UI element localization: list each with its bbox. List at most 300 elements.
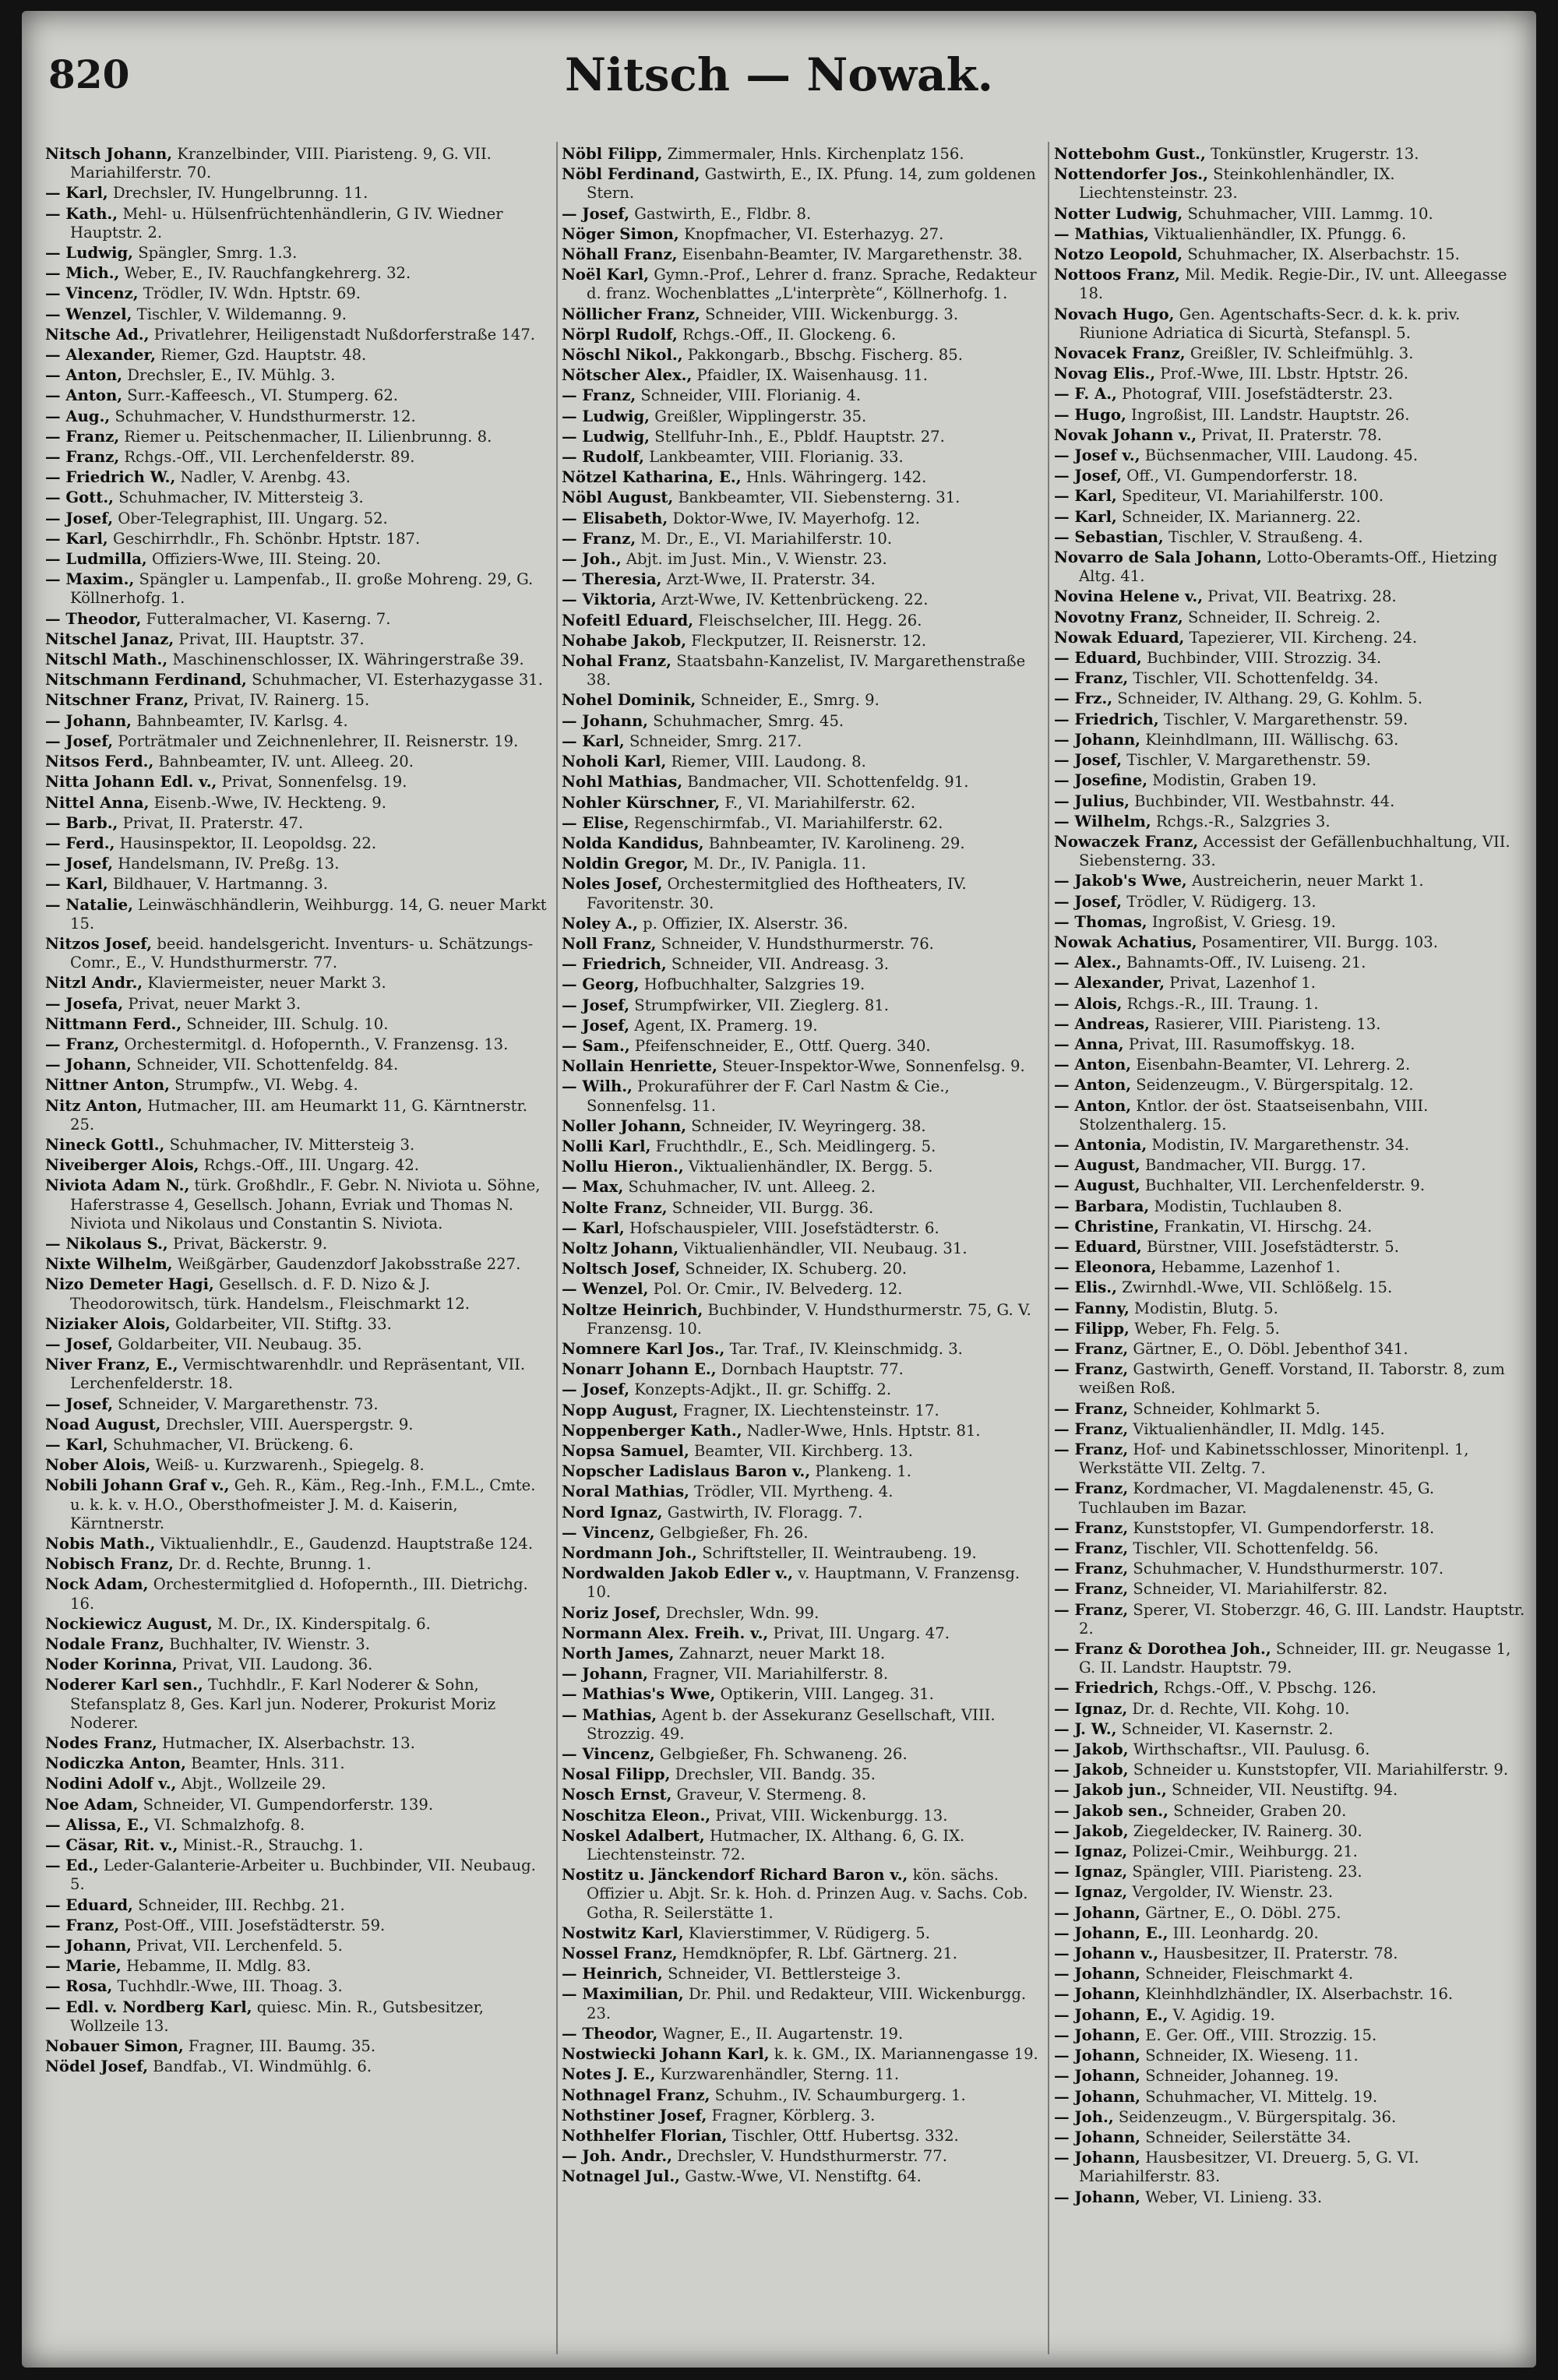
entry-name: — Jakob, <box>1054 1821 1129 1840</box>
entry-details: Knopfmacher, VI. Esterhazyg. 27. <box>679 224 944 243</box>
entry-details: Agent b. der Assekuranz Gesellschaft, VIII. Strozzig. 49. <box>587 1705 996 1743</box>
entry-details: Schneider, IV. Althang. 29, G. Kohlm. 5. <box>1112 689 1423 708</box>
directory-entry <box>562 1239 1043 1258</box>
entry-details: Schneider u. Kunststopfer, VII. Mariahilferstr. 9. <box>1128 1761 1509 1779</box>
entry-details: Arzt-Wwe, IV. Kettenbrückeng. 22. <box>656 591 929 609</box>
entry-name: — Joh., <box>562 550 622 569</box>
directory-entry <box>1054 165 1529 203</box>
entry-details: Riemer, VIII. Laudong. 8. <box>666 753 866 771</box>
entry-details: Wirthschaftsr., VII. Paulusg. 6. <box>1128 1740 1370 1759</box>
entry-details: Schneider, VII. Schottenfeldg. 84. <box>132 1056 399 1074</box>
directory-entry <box>562 1077 1043 1115</box>
entry-name: — Jakob, <box>1054 1740 1129 1759</box>
entry-name: Nostwiecki Johann Karl, <box>562 2045 770 2064</box>
entry-details: türk. Großhdlr., F. Gebr. N. Niviota u. Söhne, Haferstrasse 4, Gesellsch. Johann, Evriak und Thomas N. Niviota und Nikolaus und Constantin S. Niviota. <box>70 1176 541 1232</box>
entry-name: — Barb., <box>45 813 118 832</box>
entry-details: Schuhmacher, VI. Esterhazygasse 31. <box>246 671 543 689</box>
entry-name: — Johann, <box>1054 2149 1141 2167</box>
directory-entry <box>562 773 1043 792</box>
directory-entry <box>562 1564 1043 1602</box>
entry-details: Orchestermitgl. d. Hofopernth., V. Franzensg. 13. <box>119 1035 509 1053</box>
entry-details: Stellfuhr-Inh., E., Pbldf. Hauptstr. 27. <box>649 427 945 446</box>
directory-entry <box>1054 1176 1529 1195</box>
entry-name: — Frz., <box>1054 689 1113 708</box>
entry-details: Fleckputzer, II. Reisnerstr. 12. <box>686 631 927 650</box>
directory-entry <box>562 1945 1043 1963</box>
entry-details: Weiß- u. Kurzwarenh., Spiegelg. 8. <box>150 1456 425 1475</box>
entry-name: — Josef, <box>45 855 114 873</box>
directory-entry <box>45 753 553 771</box>
entry-name: — Johann, <box>45 1056 132 1074</box>
directory-entry <box>562 794 1043 813</box>
directory-entry <box>1054 1601 1529 1638</box>
entry-name: — Marie, <box>45 1957 122 1976</box>
directory-entry <box>45 1035 553 1054</box>
directory-entry <box>562 915 1043 933</box>
directory-entry <box>562 1544 1043 1563</box>
entry-details: Schneider, VII. Burgg. 36. <box>667 1198 874 1217</box>
entry-name: Nitschmann Ferdinand, <box>45 671 247 689</box>
entry-name: Niveiberger Alois, <box>45 1156 199 1175</box>
directory-entry <box>45 488 553 507</box>
entry-details: Hofbuchhalter, Salzgries 19. <box>639 975 865 994</box>
entry-details: Drechsler, IV. Hungelbrunng. 11. <box>108 184 368 203</box>
entry-details: Gelbgießer, Fh. Schwaneng. 26. <box>654 1745 908 1764</box>
directory-entry <box>1054 974 1529 993</box>
entry-details: Schneider, VI. Gumpendorferstr. 139. <box>138 1795 434 1814</box>
directory-entry <box>45 1535 553 1553</box>
directory-entry <box>1054 2026 1529 2045</box>
entry-name: — F. A., <box>1054 385 1117 404</box>
directory-entry <box>562 407 1043 426</box>
entry-details: Goldarbeiter, VII. Neubaug. 35. <box>113 1335 362 1353</box>
entry-details: Tischler, VII. Schottenfeldg. 34. <box>1128 669 1379 688</box>
entry-name: — Thomas, <box>1054 912 1147 931</box>
directory-entry <box>45 651 553 669</box>
entry-details: Schuhmacher, IV. unt. Alleeg. 2. <box>623 1178 876 1197</box>
directory-entry <box>45 386 553 405</box>
directory-entry <box>1054 2188 1529 2207</box>
entry-name: Nosch Ernst, <box>562 1786 672 1804</box>
directory-entry <box>562 386 1043 405</box>
entry-name: — Mathias, <box>1054 224 1150 243</box>
directory-entry <box>1054 1560 1529 1578</box>
directory-entry <box>562 550 1043 569</box>
entry-name: Nohl Mathias, <box>562 773 683 792</box>
entry-details: Steinkohlenhändler, IX. Liechtensteinstr. 23. <box>1079 165 1395 203</box>
directory-entry <box>1054 1781 1529 1800</box>
entry-name: — Josef, <box>562 1016 630 1035</box>
entry-details: Lotto-Oberamts-Off., Hietzing Altg. 41. <box>1079 548 1498 586</box>
entry-name: Noad August, <box>45 1415 161 1433</box>
entry-details: Modistin, Graben 19. <box>1147 771 1317 790</box>
entry-details: Vermischtwarenhdlr. und Repräsentant, VII. Lerchenfelderstr. 18. <box>70 1356 526 1393</box>
directory-entry <box>562 1786 1043 1804</box>
entry-name: — Alois, <box>1054 994 1123 1013</box>
directory-entry <box>562 1985 1043 2022</box>
entry-details: Hutmacher, IX. Alserbachstr. 13. <box>157 1734 415 1753</box>
entry-name: — Alexander, <box>1054 974 1165 993</box>
entry-name: — Josefine, <box>1054 771 1148 790</box>
directory-entry <box>45 1076 553 1095</box>
column-2 <box>562 145 1043 2350</box>
directory-entry <box>562 732 1043 751</box>
directory-entry <box>1054 548 1529 586</box>
entry-details: Kunststopfer, VI. Gumpendorferstr. 18. <box>1128 1518 1435 1537</box>
entry-name: — Elisabeth, <box>562 509 668 527</box>
directory-entry <box>45 1816 553 1835</box>
entry-details: Trödler, V. Rüdigerg. 13. <box>1122 892 1317 911</box>
entry-details: Privat, Bäckerstr. 9. <box>167 1234 328 1253</box>
entry-name: — Johann, <box>45 711 132 730</box>
directory-entry <box>45 550 553 569</box>
entry-details: Offiziers-Wwe, III. Steing. 20. <box>146 550 381 569</box>
directory-entry <box>562 1665 1043 1684</box>
entry-name: Nofeitl Eduard, <box>562 611 694 629</box>
entry-details: Abjt. im Just. Min., V. Wienstr. 23. <box>621 550 887 569</box>
entry-details: Steuer-Inspektor-Wwe, Sonnenfelsg. 9. <box>717 1057 1025 1076</box>
entry-name: Normann Alex. Freih. v., <box>562 1624 769 1642</box>
directory-entry <box>45 712 553 731</box>
entry-details: Schneider, VI. Kasernstr. 2. <box>1116 1719 1334 1738</box>
entry-details: Tischler, Ottf. Hubertsg. 332. <box>727 2126 959 2145</box>
entry-details: Privat, VII. Laudong. 36. <box>177 1655 373 1674</box>
page-number: 820 <box>48 51 130 97</box>
entry-name: — Johann, <box>562 711 649 730</box>
entry-details: Schneider, III. gr. Neugasse 1, G. II. Landstr. Hauptstr. 79. <box>1079 1640 1511 1677</box>
directory-entry <box>562 2065 1043 2084</box>
entry-name: — Ignaz, <box>1054 1883 1128 1902</box>
entry-name: — Ignaz, <box>1054 1842 1128 1861</box>
entry-name: Noltsch Josef, <box>562 1260 681 1278</box>
entry-name: — Jakob's Wwe, <box>1054 872 1187 890</box>
entry-details: Photograf, VIII. Josefstädterstr. 23. <box>1116 385 1394 404</box>
entry-name: Nolli Karl, <box>562 1137 651 1155</box>
directory-entry <box>1054 1360 1529 1398</box>
entry-name: — Johann, <box>1054 1965 1141 1983</box>
entry-details: Fragner, III. Baumg. 35. <box>183 2037 376 2056</box>
directory-page <box>22 11 1536 2368</box>
entry-name: Noschitza Eleon., <box>562 1806 711 1825</box>
entry-details: Spängler u. Lampenfab., II. große Mohreng. 29, G. Köllnerhofg. 1. <box>70 570 534 608</box>
entry-name: Noppenberger Kath., <box>562 1421 742 1440</box>
entry-details: Hausbesitzer, VI. Dreuerg. 5, G. VI. Mariahilferstr. 83. <box>1079 2149 1419 2186</box>
entry-name: Nitsos Ferd., <box>45 753 154 771</box>
directory-entry <box>562 1745 1043 1764</box>
entry-details: Agent, IX. Pramerg. 19. <box>629 1016 818 1035</box>
directory-entry <box>45 570 553 608</box>
entry-name: — Heinrich, <box>562 1965 663 1983</box>
entry-name: — Joh. Andr., <box>562 2147 672 2166</box>
entry-name: — Mathias's Wwe, <box>562 1685 716 1704</box>
entry-name: — Sebastian, <box>1054 527 1164 546</box>
directory-entry <box>562 1965 1043 1983</box>
entry-details: Seidenzeugm., V. Bürgerspitalg. 12. <box>1131 1076 1414 1095</box>
entry-details: Pfeifenschneider, E., Ottf. Querg. 340. <box>629 1036 931 1055</box>
directory-entry <box>1054 1278 1529 1297</box>
directory-entry <box>1054 1035 1529 1054</box>
directory-entry <box>562 305 1043 324</box>
entry-name: Noltz Johann, <box>562 1239 679 1257</box>
directory-entry <box>1054 446 1529 465</box>
entry-details: Tischler, VII. Schottenfeldg. 56. <box>1128 1539 1379 1558</box>
entry-name: Nöger Simon, <box>562 224 679 243</box>
entry-details: Tar. Traf., IV. Kleinschmidg. 3. <box>724 1339 963 1358</box>
directory-entry <box>1054 771 1529 790</box>
directory-entry <box>1054 245 1529 264</box>
entry-details: Geh. R., Käm., Reg.-Inh., F.M.L., Cmte. u. k. k. v. H.O., Obersthofmeister J. M. d. Kaiserin, Kärntnerstr. <box>70 1476 536 1532</box>
entry-name: Nobisch Franz, <box>45 1555 174 1574</box>
directory-entry <box>1054 225 1529 244</box>
entry-details: Schneider, IX. Mariannerg. 22. <box>1116 507 1361 526</box>
entry-name: Nittmann Ferd., <box>45 1014 182 1033</box>
column-rule <box>1048 142 1049 2354</box>
entry-details: Zwirnhdl.-Wwe, VII. Schlößelg. 15. <box>1116 1278 1393 1297</box>
directory-entry <box>1054 649 1529 668</box>
directory-entry <box>562 955 1043 974</box>
directory-entry <box>562 1504 1043 1522</box>
entry-details: Staatsbahn-Kanzelist, IV. Margarethenstraße 38. <box>587 652 1026 689</box>
directory-entry <box>562 1219 1043 1238</box>
entry-name: — Kath., <box>45 204 118 223</box>
entry-details: Pakkongarb., Bbschg. Fischerg. 85. <box>682 346 963 365</box>
entry-name: — Ed., <box>45 1856 99 1875</box>
entry-details: Eisenbahn-Beamter, IV. Margarethenstr. 38. <box>677 245 1023 264</box>
directory-entry <box>45 346 553 365</box>
entry-name: — Julius, <box>1054 792 1130 810</box>
entry-details: Privat, III. Hauptstr. 37. <box>174 629 365 648</box>
entry-name: Nollain Henriette, <box>562 1057 717 1076</box>
entry-name: — Johann, <box>1054 2067 1141 2086</box>
directory-entry <box>562 468 1043 487</box>
directory-entry <box>562 165 1043 203</box>
entry-details: Tischler, V. Wildemanng. 9. <box>132 305 347 323</box>
entry-name: — Filipp, <box>1054 1319 1130 1338</box>
entry-details: Tonkünstler, Krugerstr. 13. <box>1205 145 1419 163</box>
entry-name: Novarro de Sala Johann, <box>1054 548 1262 567</box>
entry-name: — Josefa, <box>45 994 124 1013</box>
entry-details: Klaviermeister, neuer Markt 3. <box>143 974 386 993</box>
entry-name: Noholi Karl, <box>562 753 667 771</box>
directory-entry <box>45 1555 553 1574</box>
directory-entry <box>45 1856 553 1894</box>
entry-details: Tapezierer, VII. Kircheng. 24. <box>1184 628 1418 647</box>
entry-name: Nörpl Rudolf, <box>562 325 678 344</box>
entry-details: Schneider, Smrg. 217. <box>624 732 802 750</box>
entry-name: Noe Adam, <box>45 1795 139 1814</box>
entry-name: Niver Franz, E., <box>45 1356 178 1374</box>
entry-details: M. Dr., IX. Kinderspitalg. 6. <box>212 1614 431 1633</box>
entry-name: — Karl, <box>45 1436 108 1454</box>
directory-entry <box>562 691 1043 710</box>
entry-name: Nordwalden Jakob Edler v., <box>562 1564 794 1583</box>
directory-entry <box>562 1037 1043 1056</box>
directory-entry <box>1054 1136 1529 1155</box>
entry-details: Kntlor. der öst. Staatseisenbahn, VIII. Stolzenthalerg. 15. <box>1079 1096 1429 1134</box>
entry-details: Viktualienhändler, VII. Neubaug. 31. <box>679 1239 968 1257</box>
directory-entry <box>45 1456 553 1475</box>
entry-details: Privat, VIII. Wickenburgg. 13. <box>710 1806 948 1825</box>
directory-entry <box>562 935 1043 954</box>
directory-entry <box>45 1436 553 1454</box>
entry-name: — Johann, E., <box>1054 1923 1168 1942</box>
directory-entry <box>562 834 1043 853</box>
entry-name: Noderer Karl sen., <box>45 1676 203 1694</box>
entry-details: Pol. Or. Cmir., IV. Belvederg. 12. <box>648 1280 903 1299</box>
entry-name: — Anton, <box>1054 1096 1132 1115</box>
entry-name: — Andreas, <box>1054 1014 1150 1033</box>
entry-name: — Eduard, <box>1054 1237 1142 1256</box>
directory-entry <box>45 834 553 853</box>
entry-details: Buchhalter, IV. Wienstr. 3. <box>164 1635 370 1654</box>
directory-entry <box>562 1137 1043 1156</box>
entry-name: North James, <box>562 1645 675 1663</box>
directory-entry <box>45 630 553 649</box>
directory-entry <box>45 448 553 467</box>
entry-details: Gastwirth, E., Fldbr. 8. <box>629 204 812 223</box>
entry-name: Nohabe Jakob, <box>562 631 687 650</box>
entry-details: Büchsenmacher, VIII. Laudong. 45. <box>1140 446 1419 465</box>
entry-name: Nitsch Johann, <box>45 145 173 163</box>
entry-name: — Josef, <box>45 1395 114 1413</box>
directory-entry <box>45 1734 553 1753</box>
entry-details: Doktor-Wwe, IV. Mayerhofg. 12. <box>668 509 920 527</box>
entry-name: — Josef, <box>562 996 630 1014</box>
entry-name: Nohler Kürschner, <box>562 793 721 812</box>
directory-entry <box>45 1255 553 1274</box>
entry-details: Privat, II. Praterstr. 47. <box>118 813 304 832</box>
directory-entry <box>45 1476 553 1533</box>
entry-name: — Ferd., <box>45 834 115 852</box>
directory-entry <box>45 1937 553 1955</box>
directory-entry <box>1054 1904 1529 1923</box>
entry-details: v. Hauptmann, V. Franzensg. 10. <box>587 1564 1020 1602</box>
directory-entry <box>1054 1299 1529 1318</box>
entry-details: Vergolder, IV. Wienstr. 23. <box>1127 1883 1334 1902</box>
entry-details: Tischler, V. Straußeng. 4. <box>1163 527 1363 546</box>
directory-entry <box>562 652 1043 689</box>
entry-details: Seidenzeugm., V. Bürgerspitalg. 36. <box>1113 2107 1397 2126</box>
entry-details: Kranzelbinder, VIII. Piaristeng. 9, G. VII. Mariahilferstr. 70. <box>70 145 492 182</box>
entry-details: Schneider, Johanneg. 19. <box>1140 2067 1339 2086</box>
directory-entry <box>562 1462 1043 1481</box>
directory-entry <box>45 284 553 303</box>
entry-details: Hebamme, II. Mdlg. 83. <box>121 1957 312 1976</box>
directory-entry <box>562 1380 1043 1399</box>
entry-name: — Antonia, <box>1054 1135 1147 1154</box>
directory-entry <box>45 428 553 446</box>
entry-details: Schuhmacher, IV. Mittersteig 3. <box>164 1135 415 1154</box>
directory-entry <box>1054 1640 1529 1677</box>
directory-entry <box>562 2127 1043 2146</box>
directory-entry <box>562 570 1043 589</box>
entry-name: — Johann, <box>1054 2128 1141 2146</box>
entry-name: — Friedrich, <box>1054 1679 1159 1698</box>
entry-details: Schneider, VII. Neustiftg. 94. <box>1166 1781 1398 1800</box>
entry-details: Strumpfwirker, VII. Zieglerg. 81. <box>629 996 889 1014</box>
directory-entry <box>562 1280 1043 1299</box>
entry-details: V. Agidig. 19. <box>1168 2005 1275 2024</box>
entry-name: Nittel Anna, <box>45 793 150 812</box>
entry-details: Buchbinder, VII. Westbahnstr. 44. <box>1129 792 1395 810</box>
entry-details: Pfaidler, IX. Waisenhausg. 11. <box>692 366 928 385</box>
entry-details: Gastwirth, Geneff. Vorstand, II. Taborstr. 8, zum weißen Roß. <box>1079 1360 1505 1398</box>
entry-name: Nowak Achatius, <box>1054 933 1197 951</box>
entry-details: Privatlehrer, Heiligenstadt Nußdorferstraße 147. <box>149 325 536 344</box>
entry-details: Regenschirmfab., VI. Mariahilferstr. 62. <box>629 813 943 832</box>
entry-name: — Friedrich W., <box>45 468 176 487</box>
entry-name: — Johann, <box>1054 1903 1141 1922</box>
directory-entry <box>562 855 1043 873</box>
entry-name: — Franz, <box>1054 1560 1129 1578</box>
entry-name: Nitschner Franz, <box>45 691 189 710</box>
entry-name: Noral Mathias, <box>562 1483 689 1501</box>
entry-name: Novotny Franz, <box>1054 608 1183 626</box>
directory-entry <box>562 1301 1043 1338</box>
entry-name: Nobili Johann Graf v., <box>45 1476 230 1495</box>
directory-entry <box>562 632 1043 651</box>
entry-name: — Johann, <box>1054 730 1141 749</box>
directory-entry <box>1054 1539 1529 1558</box>
directory-entry <box>562 875 1043 912</box>
directory-entry <box>45 1416 553 1434</box>
directory-entry <box>562 975 1043 994</box>
entry-details: Mil. Medik. Regie-Dir., IV. unt. Alleegasse 18. <box>1079 266 1507 303</box>
entry-details: Privat, VII. Lerchenfeld. 5. <box>132 1937 343 1955</box>
entry-details: Schneider, E., Smrg. 9. <box>696 691 879 710</box>
entry-name: — Karl, <box>45 875 108 894</box>
directory-entry <box>1054 266 1529 303</box>
directory-entry <box>45 1575 553 1613</box>
entry-details: Drechsler, VIII. Auerspergstr. 9. <box>160 1415 414 1433</box>
entry-name: Nitzl Andr., <box>45 974 143 993</box>
entry-details: Rchgs.-R., III. Traung. 1. <box>1122 994 1319 1013</box>
directory-entry <box>45 326 553 344</box>
entry-name: — Christine, <box>1054 1217 1160 1236</box>
directory-entry <box>562 366 1043 385</box>
entry-details: VI. Schmalzhofg. 8. <box>149 1815 305 1834</box>
entry-details: Trödler, VII. Myrtheng. 4. <box>689 1483 894 1501</box>
entry-details: Tuchhdlr., F. Karl Noderer & Sohn, Stefansplatz 8, Ges. Karl jun. Noderer, Prokurist Moriz Noderer. <box>70 1676 496 1732</box>
directory-entry <box>562 225 1043 244</box>
entry-name: — Friedrich, <box>1054 710 1159 728</box>
entry-details: Hausinspektor, II. Leopoldsg. 22. <box>115 834 377 852</box>
directory-entry <box>1054 2067 1529 2086</box>
entry-name: Noël Karl, <box>562 266 650 284</box>
directory-entry <box>45 1916 553 1935</box>
directory-entry <box>562 2025 1043 2043</box>
directory-entry <box>45 610 553 629</box>
directory-entry <box>1054 1924 1529 1943</box>
directory-entry <box>562 1017 1043 1035</box>
directory-entry <box>1054 1985 1529 2004</box>
entry-details: Post-Off., VIII. Josefstädterstr. 59. <box>119 1916 386 1934</box>
entry-name: — Hugo, <box>1054 405 1126 424</box>
directory-entry <box>45 264 553 283</box>
entry-details: Klavierstimmer, V. Rüdigerg. 5. <box>683 1923 930 1942</box>
entry-name: Nomnere Karl Jos., <box>562 1339 725 1358</box>
directory-entry <box>562 1422 1043 1440</box>
entry-name: — Theresia, <box>562 570 662 589</box>
entry-name: — Franz, <box>1054 1440 1129 1458</box>
directory-entry <box>1054 305 1529 343</box>
entry-details: Privat, III. Ungarg. 47. <box>768 1624 950 1642</box>
entry-details: Schneider, Graben 20. <box>1168 1801 1347 1820</box>
entry-details: Gastwirth, E., IX. Pfung. 14, zum goldenen Stern. <box>587 165 1036 203</box>
entry-name: — Anton, <box>1054 1056 1132 1074</box>
entry-name: — Theodor, <box>562 2024 658 2043</box>
directory-entry <box>562 1706 1043 1744</box>
